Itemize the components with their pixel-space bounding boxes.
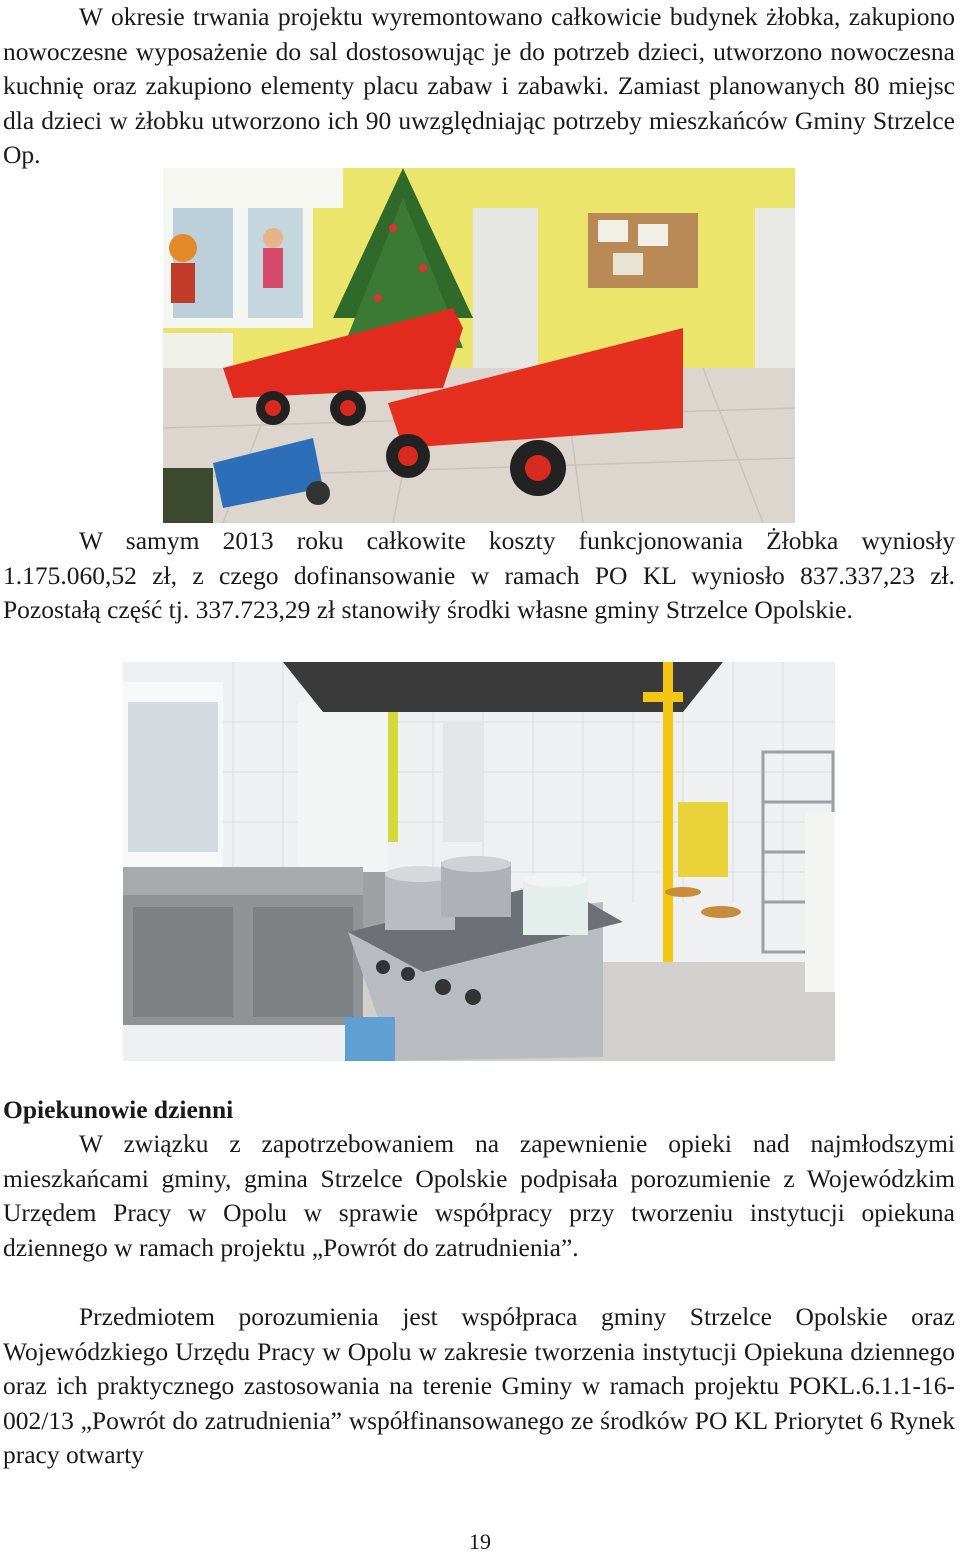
costs-paragraph: W samym 2013 roku całkowite koszty funkcjonowania Żłobka wyniosły 1.175.060,52 zł, z czego dofinansowanie w ramach PO KL wyniosło 837.337,23 zł. Pozostałą część tj. 337.723,29 zł stanowiły środki własne gminy Strzelce Opolskie. <box>3 526 955 625</box>
section-paragraph-2: Przedmiotem porozumienia jest współpraca gminy Strzelce Opolskie oraz Wojewódzkiego Urzędu Pracy w Opolu w zakresie tworzenia instytucji Opiekuna dziennego oraz ich praktycznego zastosowania na terenie Gminy w ramach projektu POKL.6.1.1-16-002/13 „Powrót do zatrudnienia” współfinansowanego ze środków PO KL Priorytet 6 Rynek pracy otwarty <box>3 1302 955 1470</box>
section-paragraph-1: W związku z zapotrzebowaniem na zapewnienie opieki nad najmłodszymi mieszkańcami gminy, gmina Strzelce Opolskie podpisała porozumienie z Wojewódzkim Urzędem Pracy w Opolu w sprawie współpracy przy tworzeniu instytucji opiekuna dziennego w ramach projektu „Powrót do zatrudnienia”. <box>3 1129 955 1262</box>
nursery-room-photo <box>163 168 795 523</box>
intro-paragraph: W okresie trwania projektu wyremontowano całkowicie budynek żłobka, zakupiono nowoczesne wyposażenie do sal dostosowując je do potrzeb dzieci, utworzono nowoczesna kuchnię oraz zakupiono elementy placu zabaw i zabawki. Zamiast planowanych 80 miejsc dla dzieci w żłobku utworzono ich 90 uwzględniając potrzeby mieszkańców Gminy Strzelce Op. <box>3 2 955 170</box>
section-heading: Opiekunowie dzienni <box>3 1095 234 1124</box>
page-number: 19 <box>469 1529 491 1554</box>
kitchen-photo <box>123 662 835 1061</box>
